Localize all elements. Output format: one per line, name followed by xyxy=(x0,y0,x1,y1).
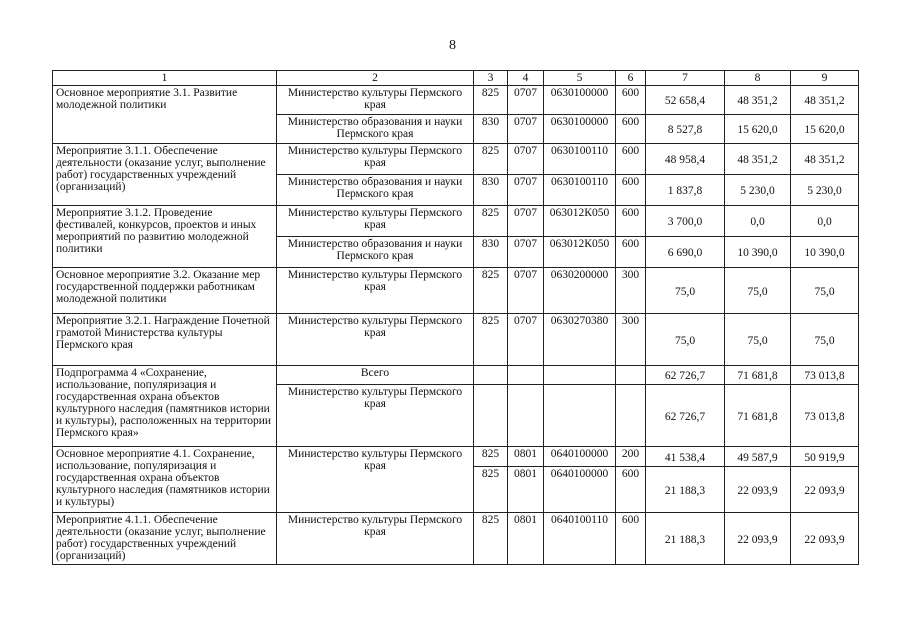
page-number: 8 xyxy=(449,38,456,53)
measure-name-cell: Основное мероприятие 4.1. Сохранение, использование, популяризация и государственная охрана объектов культурного наследия (памятников истории и культуры) xyxy=(53,447,277,513)
expense-type-cell: 600 xyxy=(616,467,646,513)
year2-amount-cell: 48 351,2 xyxy=(725,144,791,175)
year2-amount-cell: 5 230,0 xyxy=(725,175,791,206)
admin-code-cell: 825 xyxy=(474,467,508,513)
measure-name-cell: Основное мероприятие 3.2. Оказание мер государственной поддержки работникам молодежной политики xyxy=(53,268,277,314)
expense-type-cell: 600 xyxy=(616,175,646,206)
executor-cell: Министерство образования и науки Пермского края xyxy=(277,115,474,144)
executor-cell: Министерство культуры Пермского края xyxy=(277,144,474,175)
section-code-cell xyxy=(508,366,544,385)
table-row xyxy=(53,144,859,175)
year2-amount-cell: 75,0 xyxy=(725,314,791,366)
executor-cell: Министерство культуры Пермского края xyxy=(277,314,474,366)
measure-name-cell: Мероприятие 3.1.1. Обеспечение деятельности (оказание услуг, выполнение работ) государственных учреждений (организаций) xyxy=(53,144,277,206)
year3-amount-cell: 22 093,9 xyxy=(791,513,859,565)
target-code-cell: 0640100000 xyxy=(544,447,616,467)
admin-code-cell: 825 xyxy=(474,513,508,565)
expense-type-cell xyxy=(616,385,646,447)
measure-name-cell: Мероприятие 4.1.1. Обеспечение деятельности (оказание услуг, выполнение работ) государственных учреждений (организаций) xyxy=(53,513,277,565)
header-cell: 3 xyxy=(474,71,508,86)
target-code-cell: 0630100000 xyxy=(544,86,616,115)
year3-amount-cell: 0,0 xyxy=(791,206,859,237)
admin-code-cell xyxy=(474,385,508,447)
table-row xyxy=(53,314,859,366)
executor-cell: Министерство образования и науки Пермского края xyxy=(277,175,474,206)
header-cell: 4 xyxy=(508,71,544,86)
expense-type-cell: 600 xyxy=(616,513,646,565)
header-cell: 8 xyxy=(725,71,791,86)
year3-amount-cell: 22 093,9 xyxy=(791,467,859,513)
table-row xyxy=(53,513,859,565)
year2-amount-cell: 75,0 xyxy=(725,268,791,314)
expense-type-cell: 600 xyxy=(616,237,646,268)
year2-amount-cell: 71 681,8 xyxy=(725,385,791,447)
admin-code-cell: 825 xyxy=(474,314,508,366)
section-code-cell: 0801 xyxy=(508,513,544,565)
table-row xyxy=(53,86,859,115)
year1-amount-cell: 6 690,0 xyxy=(646,237,725,268)
year1-amount-cell: 48 958,4 xyxy=(646,144,725,175)
executor-cell: Министерство культуры Пермского края xyxy=(277,268,474,314)
header-cell: 5 xyxy=(544,71,616,86)
admin-code-cell: 825 xyxy=(474,268,508,314)
budget-table xyxy=(52,70,859,565)
header-row xyxy=(53,71,859,86)
table-row xyxy=(53,366,859,385)
expense-type-cell: 600 xyxy=(616,115,646,144)
year1-amount-cell: 62 726,7 xyxy=(646,366,725,385)
target-code-cell: 0630100110 xyxy=(544,175,616,206)
year2-amount-cell: 10 390,0 xyxy=(725,237,791,268)
year1-amount-cell: 41 538,4 xyxy=(646,447,725,467)
expense-type-cell: 600 xyxy=(616,206,646,237)
year3-amount-cell: 75,0 xyxy=(791,314,859,366)
year3-amount-cell: 50 919,9 xyxy=(791,447,859,467)
expense-type-cell: 200 xyxy=(616,447,646,467)
executor-cell: Министерство культуры Пермского края xyxy=(277,206,474,237)
year2-amount-cell: 0,0 xyxy=(725,206,791,237)
expense-type-cell: 300 xyxy=(616,268,646,314)
executor-cell: Министерство культуры Пермского края xyxy=(277,385,474,447)
target-code-cell: 063012К050 xyxy=(544,206,616,237)
year3-amount-cell: 75,0 xyxy=(791,268,859,314)
year2-amount-cell: 15 620,0 xyxy=(725,115,791,144)
year1-amount-cell: 8 527,8 xyxy=(646,115,725,144)
header-cell: 1 xyxy=(53,71,277,86)
header-cell: 9 xyxy=(791,71,859,86)
target-code-cell: 0630270380 xyxy=(544,314,616,366)
expense-type-cell: 600 xyxy=(616,144,646,175)
year1-amount-cell: 1 837,8 xyxy=(646,175,725,206)
year3-amount-cell: 10 390,0 xyxy=(791,237,859,268)
expense-type-cell xyxy=(616,366,646,385)
section-code-cell: 0707 xyxy=(508,314,544,366)
target-code-cell: 0640100110 xyxy=(544,513,616,565)
year2-amount-cell: 71 681,8 xyxy=(725,366,791,385)
section-code-cell: 0801 xyxy=(508,447,544,467)
target-code-cell: 0630200000 xyxy=(544,268,616,314)
section-code-cell: 0707 xyxy=(508,144,544,175)
target-code-cell: 0640100000 xyxy=(544,467,616,513)
year1-amount-cell: 3 700,0 xyxy=(646,206,725,237)
year2-amount-cell: 49 587,9 xyxy=(725,447,791,467)
executor-cell: Министерство культуры Пермского края xyxy=(277,86,474,115)
target-code-cell: 0630100000 xyxy=(544,115,616,144)
year1-amount-cell: 21 188,3 xyxy=(646,513,725,565)
year2-amount-cell: 22 093,9 xyxy=(725,467,791,513)
admin-code-cell: 825 xyxy=(474,86,508,115)
section-code-cell: 0707 xyxy=(508,268,544,314)
table-body xyxy=(53,71,859,565)
header-cell: 2 xyxy=(277,71,474,86)
admin-code-cell: 825 xyxy=(474,206,508,237)
section-code-cell: 0707 xyxy=(508,237,544,268)
year3-amount-cell: 73 013,8 xyxy=(791,366,859,385)
admin-code-cell: 825 xyxy=(474,447,508,467)
year1-amount-cell: 62 726,7 xyxy=(646,385,725,447)
expense-type-cell: 300 xyxy=(616,314,646,366)
admin-code-cell xyxy=(474,366,508,385)
measure-name-cell: Мероприятие 3.1.2. Проведение фестивалей, конкурсов, проектов и иных мероприятий по развитию молодежной политики xyxy=(53,206,277,268)
year3-amount-cell: 48 351,2 xyxy=(791,86,859,115)
header-cell: 6 xyxy=(616,71,646,86)
admin-code-cell: 830 xyxy=(474,237,508,268)
executor-cell: Всего xyxy=(277,366,474,385)
year2-amount-cell: 48 351,2 xyxy=(725,86,791,115)
year3-amount-cell: 73 013,8 xyxy=(791,385,859,447)
year3-amount-cell: 15 620,0 xyxy=(791,115,859,144)
header-cell: 7 xyxy=(646,71,725,86)
year1-amount-cell: 52 658,4 xyxy=(646,86,725,115)
table-row xyxy=(53,447,859,467)
section-code-cell xyxy=(508,385,544,447)
section-code-cell: 0707 xyxy=(508,175,544,206)
executor-cell: Министерство образования и науки Пермского края xyxy=(277,237,474,268)
section-code-cell: 0801 xyxy=(508,467,544,513)
year3-amount-cell: 48 351,2 xyxy=(791,144,859,175)
table-row xyxy=(53,268,859,314)
executor-cell: Министерство культуры Пермского края xyxy=(277,513,474,565)
target-code-cell xyxy=(544,366,616,385)
year1-amount-cell: 75,0 xyxy=(646,268,725,314)
section-code-cell: 0707 xyxy=(508,206,544,237)
admin-code-cell: 830 xyxy=(474,175,508,206)
admin-code-cell: 830 xyxy=(474,115,508,144)
measure-name-cell: Подпрограмма 4 «Сохранение, использование, популяризация и государственная охрана объектов культурного наследия (памятников истории и культуры), расположенных на территории Пермского края» xyxy=(53,366,277,447)
year3-amount-cell: 5 230,0 xyxy=(791,175,859,206)
year1-amount-cell: 21 188,3 xyxy=(646,467,725,513)
executor-cell: Министерство культуры Пермского края xyxy=(277,447,474,513)
section-code-cell: 0707 xyxy=(508,86,544,115)
measure-name-cell: Мероприятие 3.2.1. Награждение Почетной грамотой Министерства культуры Пермского края xyxy=(53,314,277,366)
target-code-cell: 0630100110 xyxy=(544,144,616,175)
section-code-cell: 0707 xyxy=(508,115,544,144)
year2-amount-cell: 22 093,9 xyxy=(725,513,791,565)
measure-name-cell: Основное мероприятие 3.1. Развитие молодежной политики xyxy=(53,86,277,144)
expense-type-cell: 600 xyxy=(616,86,646,115)
table-row xyxy=(53,206,859,237)
year1-amount-cell: 75,0 xyxy=(646,314,725,366)
target-code-cell: 063012К050 xyxy=(544,237,616,268)
admin-code-cell: 825 xyxy=(474,144,508,175)
target-code-cell xyxy=(544,385,616,447)
